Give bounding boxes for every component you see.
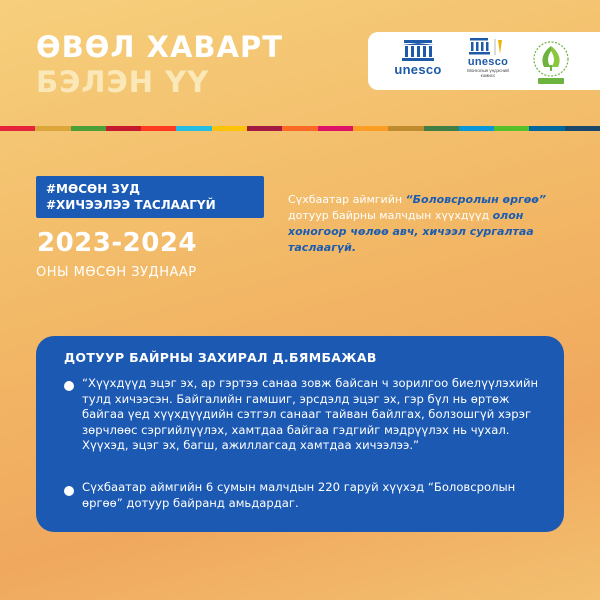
sdg-color-segment bbox=[106, 126, 141, 131]
sdg-color-segment bbox=[141, 126, 176, 131]
sdg-color-segment bbox=[459, 126, 494, 131]
title-line-2: БЭЛЭН ҮҮ bbox=[36, 65, 210, 99]
logo-card bbox=[368, 32, 584, 90]
hashtag-box bbox=[36, 176, 264, 218]
sdg-color-segment bbox=[247, 126, 282, 131]
sdg-color-segment bbox=[424, 126, 459, 131]
unesco-label-2: unesco bbox=[467, 56, 509, 68]
card-heading: ДОТУУР БАЙРНЫ ЗАХИРАЛ Д.БЯМБАЖАВ bbox=[64, 350, 377, 365]
sdg-color-segment bbox=[318, 126, 353, 131]
sdg-color-segment bbox=[71, 126, 106, 131]
dormitory-fact: Сүхбаатар аймгийн 6 сумын малчдын 220 гаруй хүүхэд “Боловсролын өргөө” дотуур байранд амьдардаг. bbox=[82, 480, 516, 510]
sdg-color-segment bbox=[565, 126, 600, 131]
intro-part-4: олон хоногоор чөлөө авч, хичээл сургалтаа таслаагүй. bbox=[288, 209, 534, 254]
tree-club-icon bbox=[526, 37, 576, 87]
intro-part-1: Сүхбаатар аймгийн bbox=[288, 193, 406, 206]
bullet-icon bbox=[64, 486, 74, 496]
sdg-color-segment bbox=[282, 126, 317, 131]
sdg-color-segment bbox=[0, 126, 35, 131]
unesco-logo bbox=[390, 40, 446, 77]
bullet-icon bbox=[64, 381, 74, 391]
hashtag-ice-zud: #МӨСӨН ЗУД bbox=[46, 182, 140, 196]
unesco-national-logo bbox=[462, 38, 514, 78]
year-range: 2023-2024 bbox=[37, 228, 198, 258]
sdg-color-segment bbox=[35, 126, 70, 131]
sdg-color-segment bbox=[212, 126, 247, 131]
intro-text bbox=[288, 192, 578, 256]
quote-card bbox=[36, 336, 564, 532]
intro-part-2: “Боловсролын өргөө” bbox=[405, 193, 546, 206]
sdg-color-segment bbox=[176, 126, 211, 131]
season-label: ОНЫ МӨСӨН ЗУДНААР bbox=[36, 265, 197, 280]
intro-part-3: дотуур байрны малчдын хүүхдүүд bbox=[288, 209, 493, 222]
unesco-label: unesco bbox=[394, 62, 442, 77]
unesco-temple-icon bbox=[462, 38, 514, 56]
hashtag-no-missed-classes: #ХИЧЭЭЛЭЭ ТАСЛААГҮЙ bbox=[46, 198, 216, 212]
club-logo bbox=[526, 37, 576, 87]
title-line-1: ӨВӨЛ ХАВАРТ bbox=[36, 30, 283, 64]
sdg-color-segment bbox=[494, 126, 529, 131]
sdg-color-segment bbox=[388, 126, 423, 131]
sdg-color-segment bbox=[353, 126, 388, 131]
unesco-temple-icon bbox=[390, 40, 446, 62]
sdg-color-bar bbox=[0, 126, 600, 131]
unesco-sub-label: Монголын үндэсний комисс bbox=[467, 68, 509, 78]
director-quote: “Хүүхдүүд эцэг эх, ар гэртээ санаа зовж байсан ч зорилгоо биелүүлэхийн тулд хичээсэн. Байгалийн гамшиг, эрсдэлд эцэг эх, гэр бүл нь өртөж байгаа үед хүүхдүүдийн сэтгэл санааг тайван байлгах, болзошгүй хэрэг зөрчлөөс сэргийлүүлэх, хамтдаа байгаа гэдгийг мэдрүүлэх нь чухал. Хүүхэд, эцэг эх, багш, ажиллагсад хамтдаа хичээлээ.” bbox=[82, 376, 539, 452]
title-block bbox=[36, 30, 283, 100]
sdg-color-segment bbox=[529, 126, 564, 131]
